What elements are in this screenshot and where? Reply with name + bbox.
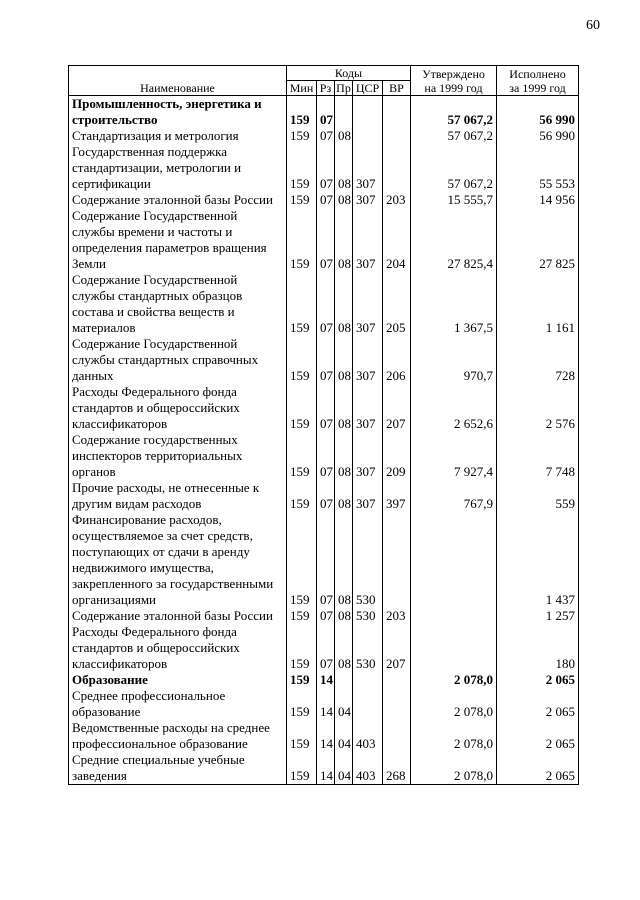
row-executed-cell: 55 553 [497, 144, 579, 192]
header-executed [497, 66, 579, 96]
row-approved-cell: 2 078,0 [411, 752, 497, 785]
header-min: Мин [287, 81, 317, 96]
row-vr-cell: 207 [383, 384, 411, 432]
row-vr-cell: 268 [383, 752, 411, 785]
row-name-cell: Содержание Государственной службы стандартных справочных данных [69, 336, 287, 384]
row-name-cell: Стандартизация и метрология [69, 128, 287, 144]
header-vr: ВР [383, 81, 411, 96]
row-csr-cell: 530 [353, 608, 383, 624]
row-min-cell: 159 [287, 512, 317, 608]
row-rz-cell: 07 [317, 96, 335, 129]
row-csr-cell: 307 [353, 384, 383, 432]
row-rz-cell: 07 [317, 512, 335, 608]
header-pr: Пр [336, 81, 351, 95]
row-pr-cell: 08 [335, 144, 353, 192]
row-approved-cell: 57 067,2 [411, 128, 497, 144]
row-vr-cell [383, 720, 411, 752]
row-executed-cell: 2 065 [497, 688, 579, 720]
row-approved-cell: 2 078,0 [411, 672, 497, 688]
table-row [69, 384, 579, 432]
row-rz-cell: 14 [317, 672, 335, 688]
row-executed-cell: 14 956 [497, 192, 579, 208]
table-row [69, 272, 579, 336]
row-executed-cell: 2 065 [497, 752, 579, 785]
row-name-cell: Государственная поддержка стандартизации, метрологии и сертификации [69, 144, 287, 192]
row-pr-cell: 08 [335, 384, 353, 432]
row-approved-cell: 970,7 [411, 336, 497, 384]
row-pr-cell: 08 [335, 336, 353, 384]
row-csr-cell [353, 128, 383, 144]
row-min-cell: 159 [287, 720, 317, 752]
row-csr-cell [353, 672, 383, 688]
row-min-cell: 159 [287, 432, 317, 480]
row-name-cell: Ведомственные расходы на среднее профессиональное образование [69, 720, 287, 752]
row-approved-cell: 15 555,7 [411, 192, 497, 208]
row-approved-cell: 767,9 [411, 480, 497, 512]
row-vr-cell: 204 [383, 208, 411, 272]
row-executed-cell: 728 [497, 336, 579, 384]
row-name-cell: Средние специальные учебные заведения [69, 752, 287, 785]
row-rz-cell: 07 [317, 144, 335, 192]
row-pr-cell: 08 [335, 624, 353, 672]
row-executed-cell: 1 437 [497, 512, 579, 608]
row-vr-cell: 397 [383, 480, 411, 512]
header-name: Наименование [69, 66, 287, 96]
row-csr-cell: 307 [353, 192, 383, 208]
row-csr-cell: 307 [353, 272, 383, 336]
row-vr-cell: 206 [383, 336, 411, 384]
row-min-cell: 159 [287, 96, 317, 129]
row-min-cell: 159 [287, 608, 317, 624]
row-min-cell: 159 [287, 208, 317, 272]
row-csr-cell: 530 [353, 624, 383, 672]
row-csr-cell: 307 [353, 432, 383, 480]
row-executed-cell: 559 [497, 480, 579, 512]
row-approved-cell: 1 367,5 [411, 272, 497, 336]
row-pr-cell: 08 [335, 128, 353, 144]
row-vr-cell: 209 [383, 432, 411, 480]
row-rz-cell: 07 [317, 272, 335, 336]
row-min-cell: 159 [287, 624, 317, 672]
row-name-cell: Содержание эталонной базы России [69, 192, 287, 208]
row-rz-cell: 07 [317, 480, 335, 512]
row-pr-cell: 08 [335, 272, 353, 336]
table-row [69, 336, 579, 384]
row-approved-cell: 27 825,4 [411, 208, 497, 272]
row-min-cell: 159 [287, 672, 317, 688]
row-name-cell: Расходы Федерального фонда стандартов и общероссийских классификаторов [69, 384, 287, 432]
row-rz-cell: 07 [317, 624, 335, 672]
row-name-cell: Содержание Государственной службы времени и частоты и определения параметров вращения Земли [69, 208, 287, 272]
header-rz: Рз [317, 81, 335, 96]
row-rz-cell: 14 [317, 752, 335, 785]
row-pr-cell: 04 [335, 752, 353, 785]
row-csr-cell: 403 [353, 752, 383, 785]
table-body [69, 96, 579, 785]
table-row [69, 432, 579, 480]
page-number: 60 [586, 18, 600, 33]
table-row [69, 624, 579, 672]
row-pr-cell: 08 [335, 480, 353, 512]
table-row [69, 720, 579, 752]
row-vr-cell [383, 512, 411, 608]
row-csr-cell [353, 96, 383, 129]
row-csr-cell [353, 688, 383, 720]
table-row [69, 480, 579, 512]
table-row [69, 208, 579, 272]
row-rz-cell: 07 [317, 432, 335, 480]
row-vr-cell [383, 672, 411, 688]
row-approved-cell [411, 608, 497, 624]
row-approved-cell: 2 078,0 [411, 720, 497, 752]
row-executed-cell: 56 990 [497, 96, 579, 129]
row-csr-cell: 403 [353, 720, 383, 752]
row-executed-cell: 7 748 [497, 432, 579, 480]
row-min-cell: 159 [287, 144, 317, 192]
row-min-cell: 159 [287, 128, 317, 144]
row-pr-cell: 08 [335, 432, 353, 480]
row-executed-cell: 1 257 [497, 608, 579, 624]
row-executed-cell: 2 065 [497, 672, 579, 688]
row-name-cell: Содержание Государственной службы стандартных образцов состава и свойства веществ и материалов [69, 272, 287, 336]
table-row [69, 752, 579, 785]
row-vr-cell: 205 [383, 272, 411, 336]
header-approved-line1: Утверждено [422, 67, 485, 81]
table-row [69, 144, 579, 192]
row-pr-cell: 04 [335, 688, 353, 720]
table-row [69, 192, 579, 208]
row-name-cell: Содержание эталонной базы России [69, 608, 287, 624]
row-vr-cell: 203 [383, 192, 411, 208]
row-pr-cell: 08 [335, 192, 353, 208]
row-vr-cell: 207 [383, 624, 411, 672]
row-csr-cell: 530 [353, 512, 383, 608]
table-row [69, 128, 579, 144]
row-pr-cell: 08 [335, 608, 353, 624]
row-approved-cell: 2 652,6 [411, 384, 497, 432]
row-rz-cell: 14 [317, 688, 335, 720]
table-row [69, 96, 579, 129]
row-vr-cell [383, 688, 411, 720]
row-approved-cell [411, 624, 497, 672]
row-min-cell: 159 [287, 192, 317, 208]
row-rz-cell: 07 [317, 608, 335, 624]
row-name-cell: Расходы Федерального фонда стандартов и общероссийских классификаторов [69, 624, 287, 672]
row-rz-cell: 07 [317, 336, 335, 384]
row-pr-cell: 08 [335, 208, 353, 272]
row-pr-cell [335, 96, 353, 129]
row-rz-cell: 07 [317, 192, 335, 208]
row-csr-cell: 307 [353, 336, 383, 384]
row-min-cell: 159 [287, 752, 317, 785]
row-vr-cell: 203 [383, 608, 411, 624]
row-rz-cell: 07 [317, 384, 335, 432]
row-min-cell: 159 [287, 336, 317, 384]
row-vr-cell [383, 96, 411, 129]
row-csr-cell: 307 [353, 480, 383, 512]
header-csr: ЦСР [353, 81, 383, 96]
row-name-cell: Промышленность, энергетика и строительство [69, 96, 287, 129]
row-csr-cell: 307 [353, 144, 383, 192]
row-pr-cell [335, 672, 353, 688]
row-rz-cell: 07 [317, 128, 335, 144]
row-name-cell: Среднее профессиональное образование [69, 688, 287, 720]
table-row [69, 688, 579, 720]
row-min-cell: 159 [287, 688, 317, 720]
row-pr-cell: 04 [335, 720, 353, 752]
row-rz-cell: 14 [317, 720, 335, 752]
table-row [69, 672, 579, 688]
row-name-cell: Финансирование расходов, осуществляемое за счет средств, поступающих от сдачи в аренду недвижимого имущества, закрепленного за государственными организациями [69, 512, 287, 608]
row-executed-cell: 1 161 [497, 272, 579, 336]
row-approved-cell: 57 067,2 [411, 144, 497, 192]
row-csr-cell: 307 [353, 208, 383, 272]
row-executed-cell: 2 576 [497, 384, 579, 432]
table-header [69, 66, 579, 96]
row-name-cell: Образование [69, 672, 287, 688]
row-min-cell: 159 [287, 272, 317, 336]
row-executed-cell: 56 990 [497, 128, 579, 144]
header-approved-line2: на 1999 год [424, 81, 483, 95]
row-approved-cell: 7 927,4 [411, 432, 497, 480]
header-codes: Коды [287, 66, 411, 81]
header-executed-line1: Исполнено [509, 67, 566, 81]
row-approved-cell [411, 512, 497, 608]
row-executed-cell: 180 [497, 624, 579, 672]
budget-table [68, 65, 579, 785]
row-executed-cell: 27 825 [497, 208, 579, 272]
row-executed-cell: 2 065 [497, 720, 579, 752]
table-row [69, 608, 579, 624]
row-pr-cell: 08 [335, 512, 353, 608]
row-approved-cell: 57 067,2 [411, 96, 497, 129]
row-vr-cell [383, 128, 411, 144]
header-approved [411, 66, 497, 96]
row-min-cell: 159 [287, 384, 317, 432]
table-row [69, 512, 579, 608]
row-name-cell: Содержание государственных инспекторов территориальных органов [69, 432, 287, 480]
header-executed-line2: за 1999 год [509, 81, 566, 95]
row-approved-cell: 2 078,0 [411, 688, 497, 720]
row-rz-cell: 07 [317, 208, 335, 272]
row-vr-cell [383, 144, 411, 192]
row-name-cell: Прочие расходы, не отнесенные к другим видам расходов [69, 480, 287, 512]
row-min-cell: 159 [287, 480, 317, 512]
